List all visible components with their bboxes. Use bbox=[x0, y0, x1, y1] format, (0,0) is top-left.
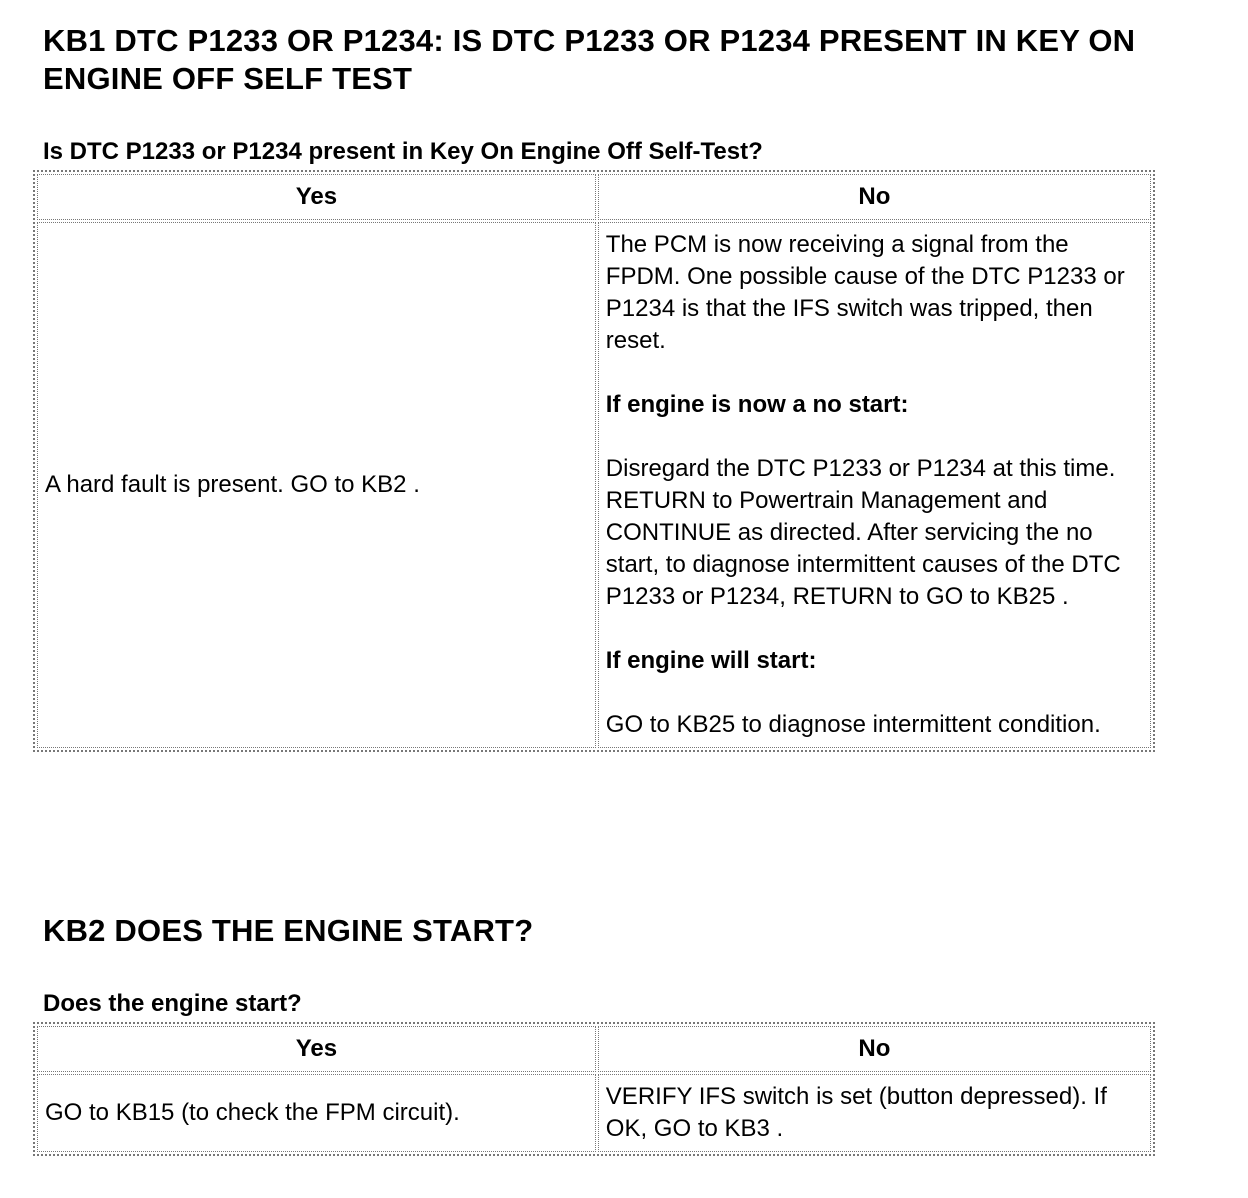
kb1-no-start-heading: If engine is now a no start: bbox=[605, 391, 909, 418]
kb1-body-row bbox=[37, 222, 1151, 748]
kb2-body-row bbox=[37, 1074, 1151, 1152]
kb2-yes-cell: GO to KB15 (to check the FPM circuit). bbox=[37, 1074, 596, 1152]
kb1-header-yes: Yes bbox=[37, 174, 596, 220]
kb1-title: KB1 DTC P1233 OR P1234: IS DTC P1233 OR P1234 PRESENT IN KEY ON ENGINE OFF SELF TEST bbox=[43, 23, 1136, 96]
kb2-header-row bbox=[37, 1026, 1151, 1072]
kb1-header-row bbox=[37, 174, 1151, 220]
kb1-no-paragraph: The PCM is now receiving a signal from the FPDM. One possible cause of the DTC P1233 or P1234 is that the IFS switch was tripped, then reset. bbox=[605, 231, 1125, 354]
kb2-title: KB2 DOES THE ENGINE START? bbox=[43, 913, 534, 948]
kb1-yes-cell: A hard fault is present. GO to KB2 . bbox=[37, 222, 596, 748]
kb1-no-paragraph: GO to KB25 to diagnose intermittent condition. bbox=[605, 711, 1101, 738]
kb2-header-no: No bbox=[598, 1026, 1151, 1072]
kb1-no-paragraph: Disregard the DTC P1233 or P1234 at this time. RETURN to Powertrain Management and CONTINUE as directed. After servicing the no start, to diagnose intermittent causes of the DTC P1233 or P1234, RETURN to GO to KB25 . bbox=[605, 455, 1121, 610]
kb2-table bbox=[33, 1022, 1155, 1156]
kb1-will-start-heading: If engine will start: bbox=[605, 647, 817, 674]
kb2-question: Does the engine start? bbox=[43, 990, 302, 1017]
kb2-no-cell: VERIFY IFS switch is set (button depressed). If OK, GO to KB3 . bbox=[598, 1074, 1151, 1152]
kb2-header-yes: Yes bbox=[37, 1026, 596, 1072]
kb1-header-no: No bbox=[598, 174, 1151, 220]
kb1-question: Is DTC P1233 or P1234 present in Key On Engine Off Self-Test? bbox=[43, 138, 763, 165]
kb1-no-cell bbox=[598, 222, 1151, 748]
kb1-table bbox=[33, 170, 1155, 752]
